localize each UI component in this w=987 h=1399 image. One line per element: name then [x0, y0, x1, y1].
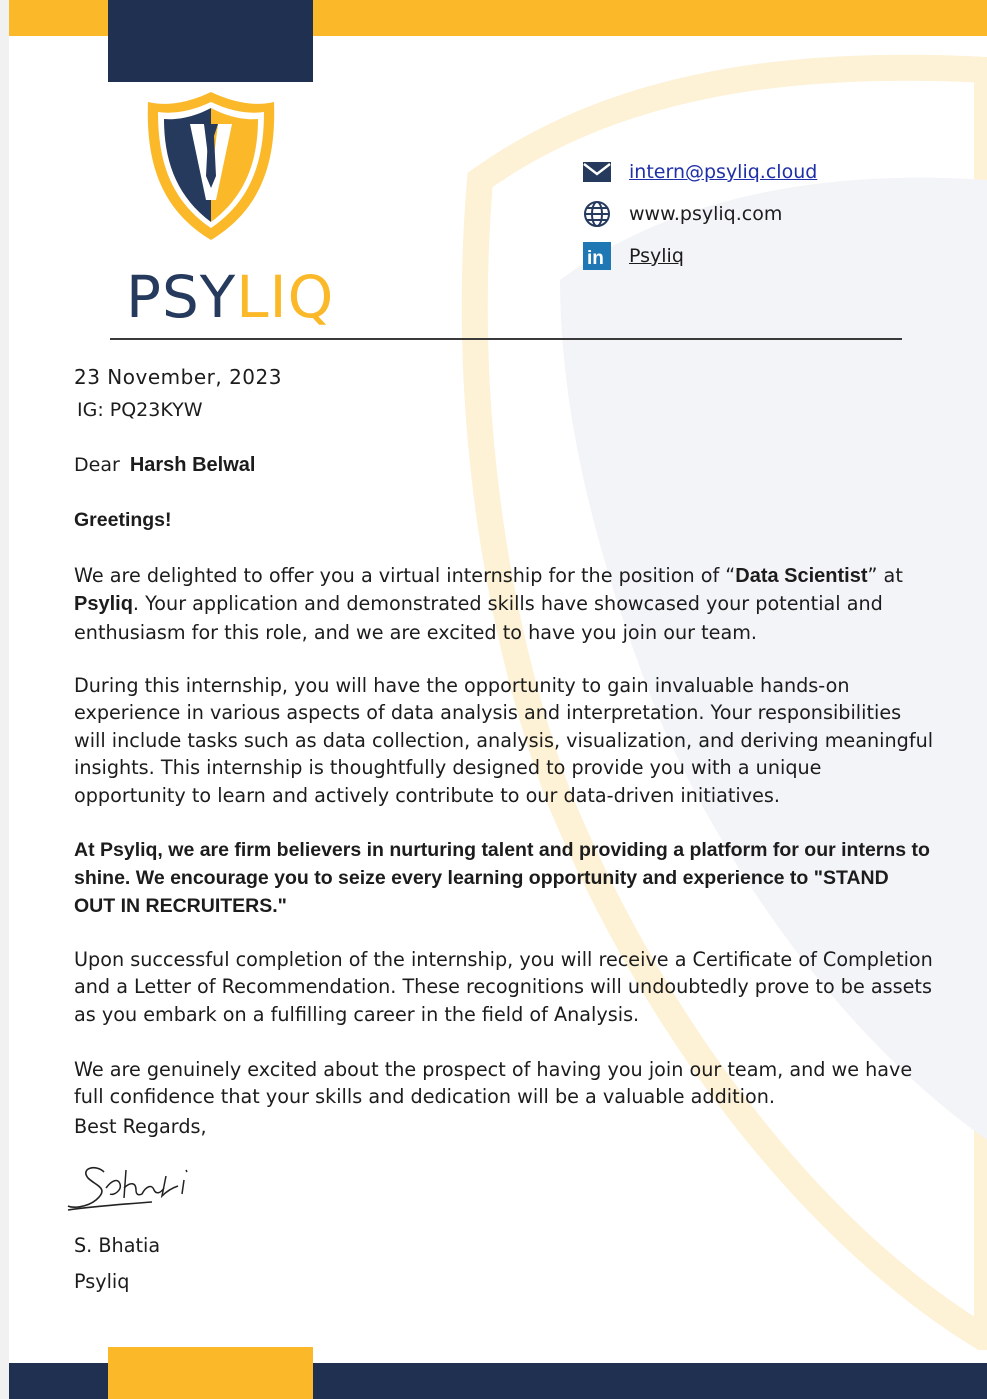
- globe-icon: [582, 199, 612, 229]
- closing-regards: Best Regards,: [74, 1115, 207, 1138]
- signer-name: S. Bhatia: [74, 1234, 161, 1257]
- footer-gold-block: [108, 1347, 313, 1399]
- contact-website-row: [582, 199, 782, 229]
- psyliq-wordmark: [126, 262, 334, 332]
- company-name-inline: Psyliq: [74, 593, 133, 616]
- paragraph-offer: [74, 562, 934, 646]
- wordmark-psy: PSY: [126, 263, 237, 331]
- offer-text-a: We are delighted to offer you a virtual internship for the position of “: [74, 564, 736, 587]
- contact-email-row: [582, 157, 817, 187]
- salutation-word: Dear: [74, 454, 120, 476]
- signer-company: Psyliq: [74, 1270, 130, 1293]
- svg-text:in: in: [587, 248, 604, 269]
- email-link[interactable]: intern@psyliq.cloud: [629, 161, 818, 183]
- greeting: Greetings!: [74, 509, 172, 531]
- wordmark-liq: LIQ: [236, 263, 335, 331]
- letter-reference: IG: PQ23KYW: [77, 399, 203, 421]
- salutation: [74, 452, 934, 479]
- recipient-name: Harsh Belwal: [129, 454, 256, 476]
- paragraph-motto: At Psyliq, we are firm believers in nurturing talent and providing a platform for our interns to shine. We encourage you to seize every learning opportunity and experience to "STAND OUT IN RECRUITERS.": [74, 839, 930, 917]
- psyliq-shield-logo: [146, 88, 276, 242]
- website-link[interactable]: www.psyliq.com: [629, 203, 783, 225]
- mail-icon: [582, 157, 612, 187]
- linkedin-link[interactable]: Psyliq: [629, 245, 684, 267]
- paragraph-closing: We are genuinely excited about the prospect of having you join our team, and we have full confidence that your skills and dedication will be a valuable addition.: [74, 1058, 913, 1109]
- page-edge: [0, 0, 9, 1399]
- role-title: Data Scientist: [735, 565, 868, 587]
- contact-linkedin-row: [582, 241, 684, 271]
- letter-date: 23 November, 2023: [74, 365, 282, 389]
- offer-text-c: . Your application and demonstrated skills have showcased your potential and enthusiasm for this role, and we are excited to have you join our team.: [74, 592, 883, 644]
- handwritten-signature: [66, 1158, 198, 1216]
- linkedin-icon: [582, 241, 612, 271]
- paragraph-certificate: Upon successful completion of the internship, you will receive a Certificate of Completion and a Letter of Recommendation. These recognitions will undoubtedly prove to be assets as you embark on a fulfilling career in the field of Analysis.: [74, 948, 933, 1026]
- header-navy-block: [108, 0, 313, 82]
- header-divider: [110, 338, 902, 340]
- paragraph-responsibilities: During this internship, you will have the opportunity to gain invaluable hands-on experience in various aspects of data analysis and interpretation. Your responsibilities will include tasks such as data collection, analysis, visualization, and deriving meaningful insights. This internship is thoughtfully designed to provide you with a unique opportunity to learn and actively contribute to our data-driven initiatives.: [74, 674, 934, 807]
- offer-text-b: ” at: [867, 564, 903, 587]
